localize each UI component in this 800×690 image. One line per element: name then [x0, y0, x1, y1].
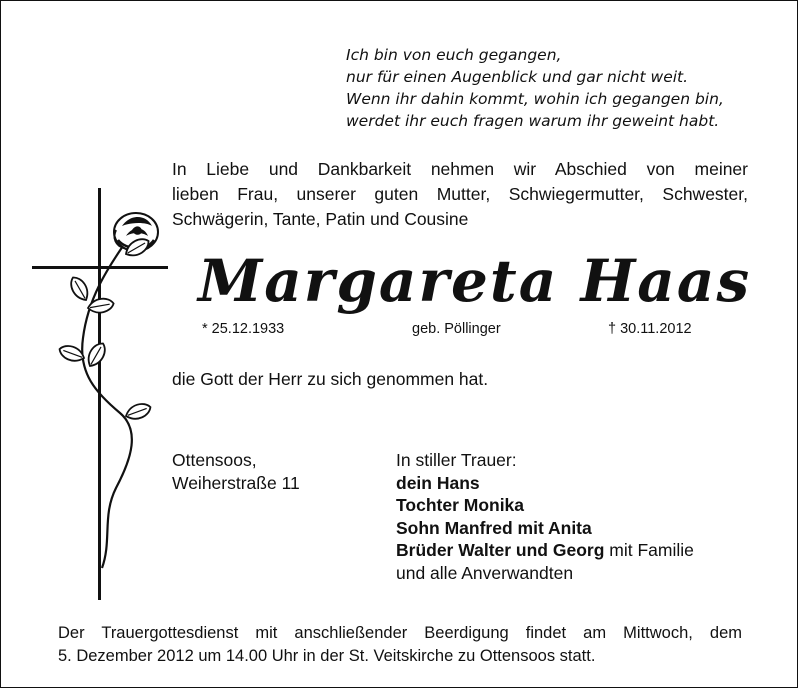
funeral-notice	[58, 622, 742, 667]
cross-horizontal-beam	[32, 266, 168, 269]
poem-line: Ich bin von euch gegangen,	[346, 46, 562, 64]
poem	[346, 44, 724, 132]
closing-line: die Gott der Herr zu sich genommen hat.	[172, 369, 489, 389]
mourner-brothers-suffix: mit Familie	[604, 540, 694, 560]
address-town: Ottensoos,	[172, 450, 257, 470]
leaf-icon	[87, 297, 115, 315]
rose-stem	[82, 246, 132, 568]
mourner-son: Sohn Manfred mit Anita	[396, 517, 592, 538]
intro-line: lieben Frau, unserer guten Mutter, Schwiegermutter, Schwester,	[172, 184, 748, 204]
intro-line: In Liebe und Dankbarkeit nehmen wir Abschied von meiner	[172, 159, 748, 179]
address	[172, 449, 300, 494]
mourners-list	[396, 449, 694, 584]
deceased-name: Margareta Haas	[198, 247, 752, 315]
death-date: † 30.11.2012	[608, 321, 692, 337]
intro-line: Schwägerin, Tante, Patin und Cousine	[172, 209, 469, 229]
mourner-daughter: Tochter Monika	[396, 495, 525, 515]
mourner-husband: dein Hans	[396, 472, 480, 493]
mourner-brothers: Brüder Walter und Georg	[396, 540, 605, 560]
mourners-heading: In stiller Trauer:	[396, 450, 517, 470]
poem-line: werdet ihr euch fragen warum ihr geweint habt.	[346, 112, 720, 130]
birth-date: * 25.12.1933	[202, 321, 285, 337]
leaf-icon	[124, 401, 153, 423]
maiden-name: geb. Pöllinger	[412, 321, 501, 337]
funeral-notice-line: Der Trauergottesdienst mit anschließender Beerdigung findet am Mittwoch, dem	[58, 624, 742, 642]
funeral-notice-line: 5. Dezember 2012 um 14.00 Uhr in der St. Veitskirche zu Ottensoos statt.	[58, 646, 596, 665]
intro-text	[172, 157, 748, 232]
leaf-icon	[67, 274, 92, 303]
mourner-relatives: und alle Anverwandten	[396, 562, 574, 583]
poem-line: Wenn ihr dahin kommt, wohin ich gegangen bin,	[346, 90, 724, 108]
address-street: Weiherstraße 11	[172, 472, 300, 493]
cross-with-rose-illustration	[28, 188, 178, 608]
leaf-icon	[84, 340, 109, 369]
poem-line: nur für einen Augenblick und gar nicht weit.	[346, 68, 689, 86]
